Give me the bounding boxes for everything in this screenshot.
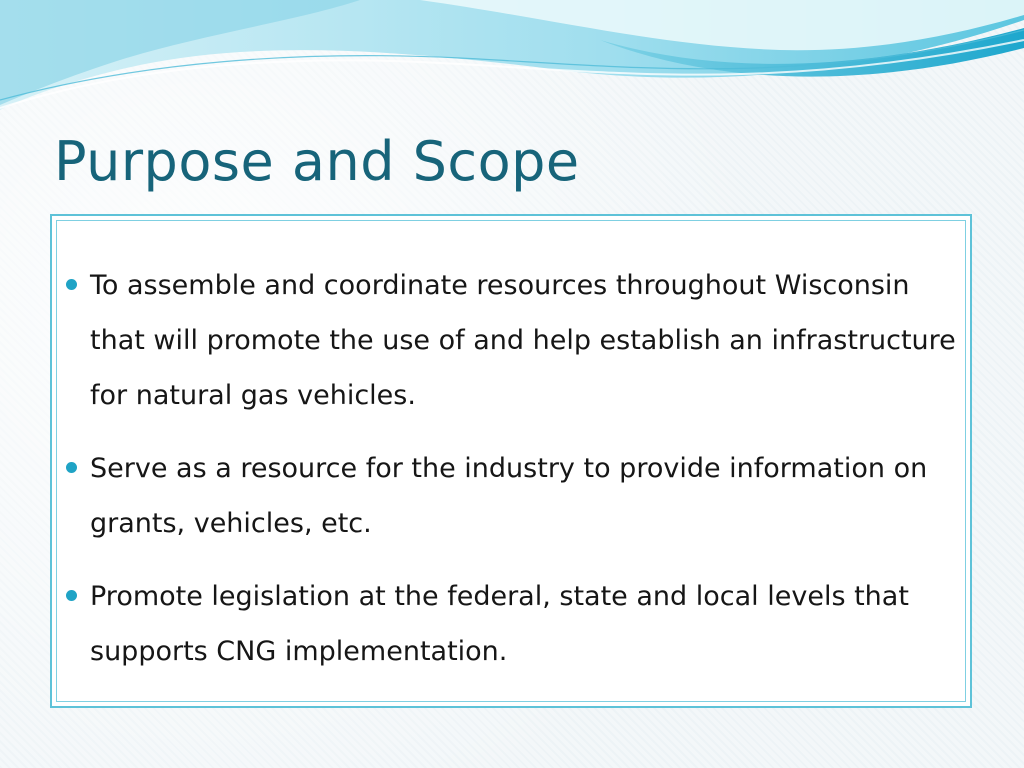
- bullet-item: Promote legislation at the federal, state and local levels that supports CNG implementation.: [90, 569, 970, 679]
- decorative-wave-banner: [0, 0, 1024, 120]
- bullet-list: [90, 258, 970, 697]
- slide-title: Purpose and Scope: [54, 130, 580, 193]
- bullet-item: Serve as a resource for the industry to provide information on grants, vehicles, etc.: [90, 441, 970, 551]
- bullet-item: To assemble and coordinate resources throughout Wisconsin that will promote the use of and help establish an infrastructure for natural gas vehicles.: [90, 258, 970, 423]
